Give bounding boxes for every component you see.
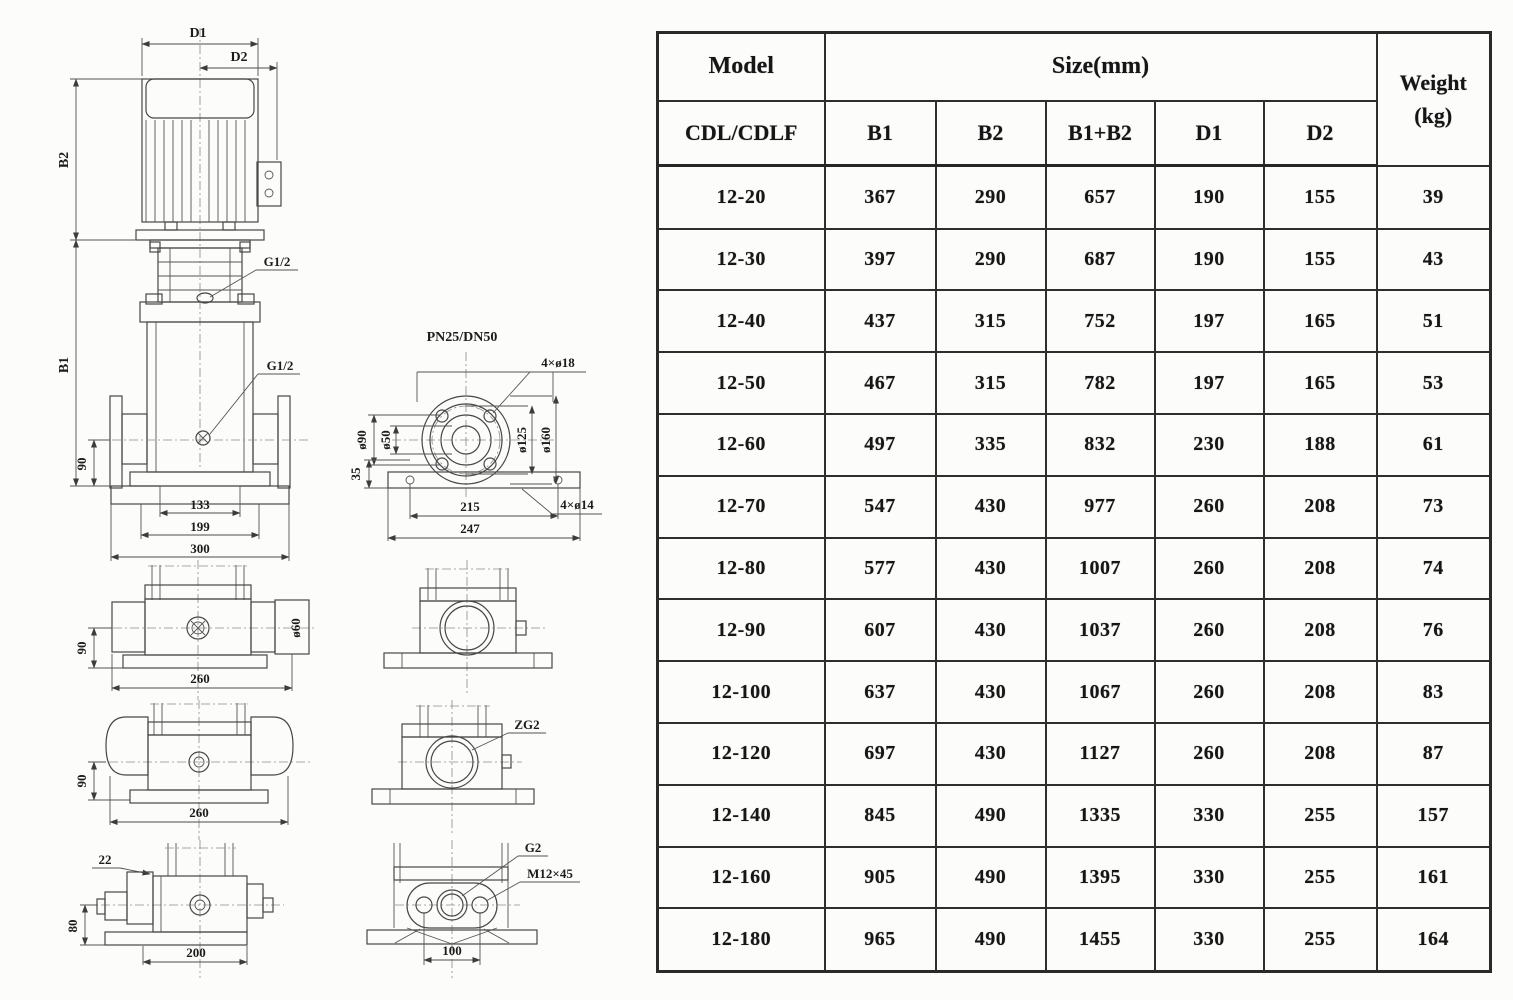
col-header-series: CDL/CDLF [658, 101, 825, 166]
table-cell: 165 [1264, 352, 1377, 414]
dim-d2-label: D2 [230, 50, 248, 65]
table-cell: 255 [1264, 847, 1377, 909]
dia-125-label: ø125 [514, 427, 529, 453]
table-row [658, 599, 1491, 661]
oval-flange-view [367, 840, 580, 978]
zg2-port-label: ZG2 [514, 717, 540, 732]
table-cell: 315 [936, 290, 1046, 352]
dim-b2-label: B2 [57, 151, 72, 169]
dia-90-label: ø90 [354, 430, 369, 450]
table-cell: 497 [825, 414, 936, 476]
g2-port-label: G2 [524, 840, 542, 855]
sv1-dim-90-label: 90 [74, 641, 89, 655]
table-cell: 12-20 [658, 166, 825, 229]
col-header-model: Model [658, 33, 825, 101]
dim-215-label: 215 [460, 499, 480, 514]
pump-side-view-1 [74, 560, 316, 700]
table-cell: 188 [1264, 414, 1377, 476]
table-cell: 51 [1377, 290, 1491, 352]
table-row [658, 229, 1491, 291]
table-cell: 1395 [1046, 847, 1155, 909]
table-cell: 12-90 [658, 599, 825, 661]
table-cell: 53 [1377, 352, 1491, 414]
table-cell: 845 [825, 785, 936, 847]
table-cell: 367 [825, 166, 936, 229]
pump-side-view-3 [65, 840, 284, 978]
col-header-b1: B1 [825, 101, 936, 166]
dia-50-label: ø50 [378, 430, 393, 450]
table-cell: 208 [1264, 661, 1377, 723]
table-cell: 12-160 [658, 847, 825, 909]
table-cell: 12-70 [658, 476, 825, 538]
table-row [658, 352, 1491, 414]
table-row [658, 290, 1491, 352]
table-cell: 190 [1155, 166, 1264, 229]
table-header-row-1 [658, 33, 1491, 101]
table-cell: 208 [1264, 476, 1377, 538]
table-cell: 260 [1155, 538, 1264, 600]
table-cell: 164 [1377, 908, 1491, 971]
col-header-b1b2: B1+B2 [1046, 101, 1155, 166]
pump-end-view-2 [372, 700, 546, 835]
dim-199-label: 199 [190, 519, 210, 534]
table-cell: 430 [936, 723, 1046, 785]
technical-drawing [0, 0, 650, 1000]
table-cell: 490 [936, 847, 1046, 909]
g12-coupling-label: G1/2 [263, 254, 291, 269]
flange-rating-label: PN25/DN50 [426, 330, 498, 345]
table-row [658, 723, 1491, 785]
table-cell: 87 [1377, 723, 1491, 785]
table-cell: 208 [1264, 599, 1377, 661]
table-row [658, 661, 1491, 723]
table-cell: 430 [936, 476, 1046, 538]
dim-d1-label: D1 [189, 26, 207, 41]
dim-100-label: 100 [442, 943, 462, 958]
table-cell: 430 [936, 538, 1046, 600]
table-cell: 157 [1377, 785, 1491, 847]
table-cell: 607 [825, 599, 936, 661]
table-cell: 290 [936, 229, 1046, 291]
table-cell: 255 [1264, 908, 1377, 971]
table-cell: 977 [1046, 476, 1155, 538]
dim-35-label: 35 [348, 467, 363, 481]
table-cell: 12-140 [658, 785, 825, 847]
table-cell: 315 [936, 352, 1046, 414]
table-cell: 965 [825, 908, 936, 971]
table-cell: 260 [1155, 661, 1264, 723]
table-cell: 430 [936, 661, 1046, 723]
table-cell: 467 [825, 352, 936, 414]
table-cell: 687 [1046, 229, 1155, 291]
table-cell: 43 [1377, 229, 1491, 291]
table-cell: 260 [1155, 476, 1264, 538]
dim-247-label: 247 [460, 521, 480, 536]
table-cell: 61 [1377, 414, 1491, 476]
sv2-dim-90-label: 90 [74, 774, 89, 788]
table-cell: 490 [936, 785, 1046, 847]
table-cell: 230 [1155, 414, 1264, 476]
sv2-dim-260-label: 260 [189, 805, 209, 820]
table-cell: 1007 [1046, 538, 1155, 600]
table-row [658, 476, 1491, 538]
flange-bolt-holes-label: 4×ø18 [541, 355, 575, 370]
base-bolt-holes-label: 4×ø14 [560, 497, 594, 512]
table-cell: 657 [1046, 166, 1155, 229]
table-cell: 12-30 [658, 229, 825, 291]
dimension-table [656, 31, 1492, 973]
dim-90-label: 90 [74, 457, 89, 471]
col-header-weight [1377, 33, 1491, 166]
dim-b1-label: B1 [57, 356, 72, 374]
table-cell: 12-60 [658, 414, 825, 476]
col-header-d2: D2 [1264, 101, 1377, 166]
table-row [658, 785, 1491, 847]
table-cell: 1455 [1046, 908, 1155, 971]
dim-200-label: 200 [186, 945, 206, 960]
table-header-row-2 [658, 101, 1491, 166]
table-cell: 752 [1046, 290, 1155, 352]
table-cell: 397 [825, 229, 936, 291]
table-cell: 12-50 [658, 352, 825, 414]
table-cell: 74 [1377, 538, 1491, 600]
table-cell: 490 [936, 908, 1046, 971]
table-cell: 83 [1377, 661, 1491, 723]
table-cell: 330 [1155, 908, 1264, 971]
table-cell: 12-180 [658, 908, 825, 971]
dim-22-label: 22 [98, 852, 112, 867]
table-cell: 260 [1155, 723, 1264, 785]
pump-end-view-1 [384, 560, 552, 695]
weight-unit-label: (kg) [1414, 103, 1453, 129]
table-cell: 330 [1155, 785, 1264, 847]
table-cell: 12-80 [658, 538, 825, 600]
dim-133-label: 133 [190, 497, 210, 512]
sv1-dim-260-label: 260 [190, 671, 210, 686]
table-cell: 637 [825, 661, 936, 723]
pump-side-view-2 [74, 700, 312, 840]
g12-port-label: G1/2 [266, 358, 294, 373]
table-cell: 260 [1155, 599, 1264, 661]
table-cell: 1037 [1046, 599, 1155, 661]
table-cell: 190 [1155, 229, 1264, 291]
table-cell: 1335 [1046, 785, 1155, 847]
table-cell: 197 [1155, 290, 1264, 352]
table-cell: 12-100 [658, 661, 825, 723]
dia-160-label: ø160 [538, 427, 553, 453]
col-header-d1: D1 [1155, 101, 1264, 166]
table-cell: 335 [936, 414, 1046, 476]
table-cell: 165 [1264, 290, 1377, 352]
table-cell: 1127 [1046, 723, 1155, 785]
table-cell: 547 [825, 476, 936, 538]
table-cell: 430 [936, 599, 1046, 661]
table-cell: 1067 [1046, 661, 1155, 723]
table-cell: 208 [1264, 723, 1377, 785]
table-cell: 782 [1046, 352, 1155, 414]
table-cell: 437 [825, 290, 936, 352]
table-row [658, 414, 1491, 476]
table-row [658, 538, 1491, 600]
table-row [658, 166, 1491, 229]
col-header-b2: B2 [936, 101, 1046, 166]
table-cell: 155 [1264, 229, 1377, 291]
m12x45-bolt-label: M12×45 [527, 866, 573, 881]
table-cell: 905 [825, 847, 936, 909]
table-cell: 697 [825, 723, 936, 785]
table-cell: 197 [1155, 352, 1264, 414]
table-cell: 12-120 [658, 723, 825, 785]
table-row [658, 908, 1491, 971]
table-cell: 76 [1377, 599, 1491, 661]
table-cell: 255 [1264, 785, 1377, 847]
table-cell: 155 [1264, 166, 1377, 229]
dia-60-label: ø60 [288, 618, 303, 638]
pump-front-view [57, 26, 308, 561]
table-cell: 290 [936, 166, 1046, 229]
table-cell: 73 [1377, 476, 1491, 538]
dim-80-label: 80 [65, 919, 80, 933]
table-cell: 208 [1264, 538, 1377, 600]
table-row [658, 847, 1491, 909]
table-cell: 832 [1046, 414, 1155, 476]
col-header-size: Size(mm) [825, 33, 1377, 101]
table-cell: 39 [1377, 166, 1491, 229]
flange-top-view [348, 330, 602, 541]
table-cell: 12-40 [658, 290, 825, 352]
table-cell: 161 [1377, 847, 1491, 909]
table-cell: 330 [1155, 847, 1264, 909]
dim-300-label: 300 [190, 541, 210, 556]
weight-label: Weight [1399, 70, 1467, 96]
table-cell: 577 [825, 538, 936, 600]
